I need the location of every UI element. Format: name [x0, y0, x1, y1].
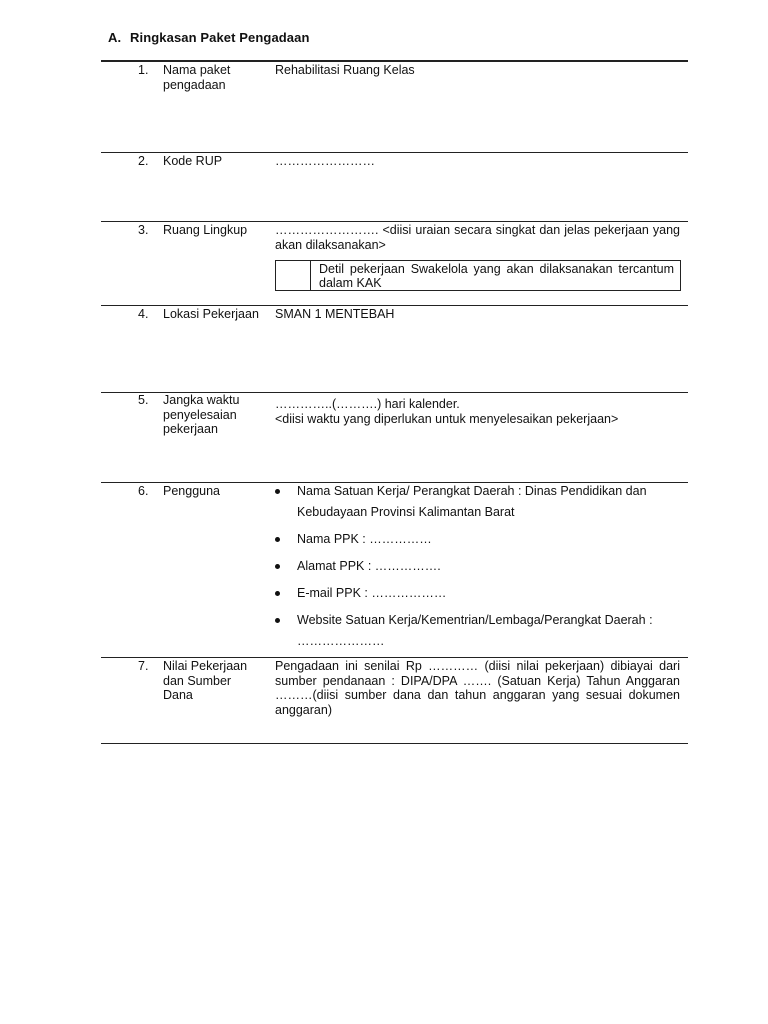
row-label: Nilai Pekerjaan dan Sumber Dana [163, 659, 248, 702]
row-divider [101, 305, 688, 306]
row-label: Nama paket pengadaan [163, 63, 231, 92]
duration-hint: <diisi waktu yang diperlukan untuk menyelesaikan pekerjaan> [275, 411, 619, 426]
row-label: Pengguna [163, 484, 221, 498]
section-title: Ringkasan Paket Pengadaan [130, 30, 310, 45]
row-value: Pengadaan ini senilai Rp ………… (diisi nilai pekerjaan) dibiayai dari sumber pendanaan : DIPA/DPA ……. (Satuan Kerja) Tahun Anggaran ………(diisi sumber dana dan tahun anggaran yang sesuai dokumen anggaran) [275, 659, 680, 717]
pengguna-list [275, 481, 675, 658]
row-divider [101, 657, 688, 658]
row-label: Ruang Lingkup [163, 223, 248, 237]
swakelola-detail-box [275, 260, 681, 291]
section-letter: A. [108, 30, 122, 45]
list-item: Alamat PPK : ……………. [275, 556, 675, 577]
row-label: Kode RUP [163, 154, 223, 168]
row-value: …………………… [275, 154, 375, 168]
row-value: SMAN 1 MENTEBAH [275, 307, 395, 321]
bullet-icon [275, 591, 280, 596]
table-bottom-rule [101, 743, 688, 744]
row-value: ……………………. <diisi uraian secara singkat dan jelas pekerjaan yang akan dilaksanakan> [275, 223, 680, 252]
bullet-icon [275, 618, 280, 623]
bullet-icon [275, 489, 280, 494]
row-number: 7. [138, 659, 149, 673]
table-top-rule [101, 60, 688, 62]
row-number: 4. [138, 307, 149, 321]
bullet-icon [275, 537, 280, 542]
row-number: 2. [138, 154, 149, 168]
list-item: Website Satuan Kerja/Kementrian/Lembaga/Perangkat Daerah : ………………… [275, 610, 675, 652]
row-number: 6. [138, 484, 149, 498]
list-item: E-mail PPK : ……………… [275, 583, 675, 604]
row-value [275, 397, 680, 426]
section-heading [108, 30, 310, 45]
list-item: Nama Satuan Kerja/ Perangkat Daerah : Dinas Pendidikan dan Kebudayaan Provinsi Kalimantan Barat [275, 481, 675, 523]
row-divider [101, 221, 688, 222]
row-label: Jangka waktu penyelesaian pekerjaan [163, 393, 240, 436]
bullet-icon [275, 564, 280, 569]
row-number: 1. [138, 63, 149, 77]
row-number: 5. [138, 393, 149, 407]
table-row-ruang-lingkup [101, 223, 688, 293]
row-divider [101, 152, 688, 153]
box-text: Detil pekerjaan Swakelola yang akan dilaksanakan tercantum dalam KAK [319, 262, 674, 290]
list-item: Nama PPK : …………… [275, 529, 675, 550]
row-number: 3. [138, 223, 149, 237]
row-label: Lokasi Pekerjaan [163, 307, 259, 321]
row-value: Rehabilitasi Ruang Kelas [275, 63, 415, 77]
box-empty-cell [276, 261, 311, 290]
duration-value: …………..(……….) hari kalender. [275, 397, 460, 411]
